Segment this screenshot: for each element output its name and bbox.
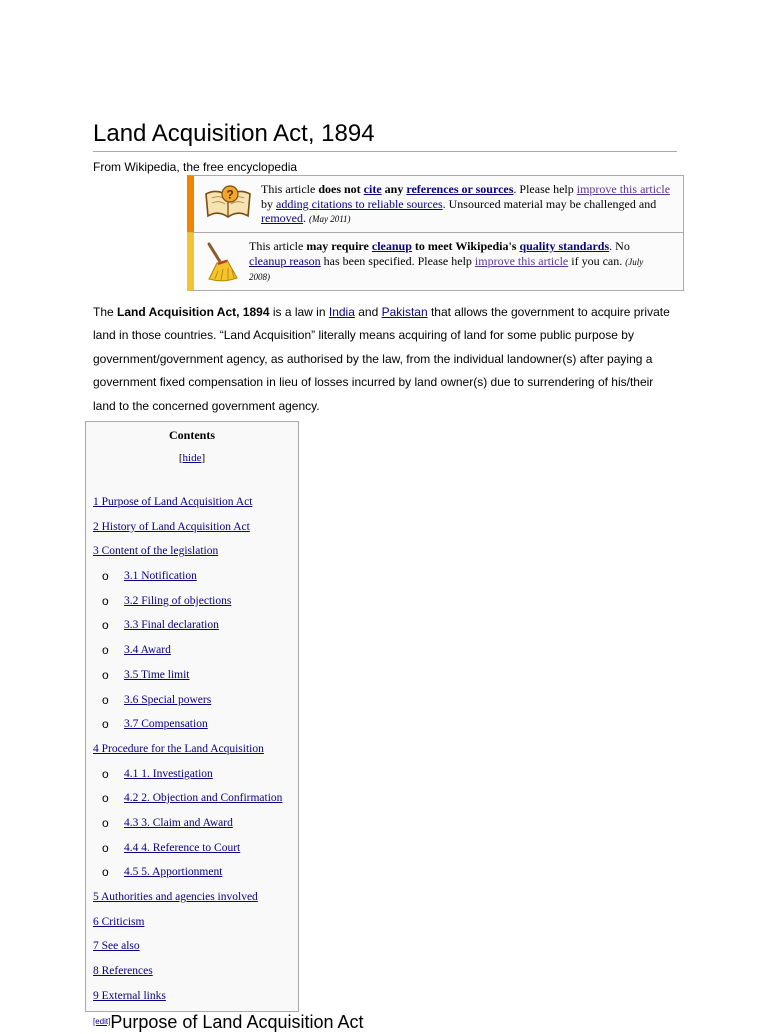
toc-link[interactable]: 3.4 Award	[124, 644, 171, 657]
section-heading	[93, 1010, 364, 1034]
toc-bullet: o	[102, 717, 109, 732]
toc-bullet: o	[102, 840, 109, 855]
toc-link[interactable]: 3.7 Compensation	[124, 718, 208, 731]
toc-subitem	[93, 836, 282, 861]
toc-link[interactable]: 4.3 3. Claim and Award	[124, 816, 233, 829]
cleanup-reason-link[interactable]: cleanup reason	[249, 253, 321, 268]
toc-hide-link[interactable]: hide	[182, 452, 202, 464]
toc-link[interactable]: 8 References	[93, 965, 153, 978]
toc-subitem	[93, 688, 282, 713]
toc-link[interactable]: 6 Criticism	[93, 915, 145, 928]
toc-item	[93, 885, 282, 910]
toc-list	[93, 490, 282, 1008]
broom-icon	[203, 241, 239, 287]
toc-link[interactable]: 2 History of Land Acquisition Act	[93, 520, 250, 533]
page-title: Land Acquisition Act, 1894	[93, 118, 677, 152]
toc-item	[93, 959, 282, 984]
toc-bullet: o	[102, 667, 109, 682]
toc-link[interactable]: 4.4 4. Reference to Court	[124, 841, 241, 854]
toc-subitem	[93, 786, 282, 811]
improve-article-link[interactable]: improve this article	[576, 182, 671, 196]
toc-link[interactable]: 3.3 Final declaration	[124, 619, 219, 632]
toc-link[interactable]: 4.1 1. Investigation	[124, 767, 213, 780]
table-of-contents	[85, 421, 299, 1012]
toc-link[interactable]: 3 Content of the legislation	[93, 545, 219, 558]
toc-subitem	[93, 638, 282, 663]
toc-link[interactable]: 3.2 Filing of objections	[124, 594, 232, 607]
lead-paragraph: The Land Acquisition Act, 1894 is a law in India and Pakistan that allows the government to acquire private land in those countries. “Land Acquisition” literally means acquiring of land for some public purpose by government/government agency, as authorised by the law, from the individual landowner(s) after paying a government fixed compensation in lieu of losses incurred by land owner(s) due to surrendering of his/their land to the concerned government agency.	[93, 305, 670, 413]
toc-bullet: o	[102, 692, 109, 707]
toc-link[interactable]: 4 Procedure for the Land Acquisition	[93, 742, 264, 755]
notice-cleanup	[187, 232, 684, 291]
edit-section-link[interactable]: [edit]	[93, 1017, 111, 1026]
notice-date: (July 2008)	[249, 256, 644, 282]
cleanup-link[interactable]: cleanup	[371, 239, 412, 253]
toc-item	[93, 539, 282, 564]
toc-link[interactable]: 4.5 5. Apportionment	[124, 866, 223, 879]
adding-citations-link[interactable]: adding citations to reliable sources	[276, 196, 443, 211]
toc-subitem	[93, 762, 282, 787]
toc-subitem	[93, 663, 282, 688]
toc-bullet: o	[102, 643, 109, 658]
removed-link[interactable]: removed	[261, 211, 303, 225]
toc-subitem	[93, 589, 282, 614]
toc-item	[93, 737, 282, 762]
toc-link[interactable]: 3.5 Time limit	[124, 668, 190, 681]
toc-link[interactable]: 9 External links	[93, 989, 166, 1002]
india-link[interactable]: India	[328, 305, 355, 319]
toc-subitem	[93, 564, 282, 589]
toc-link[interactable]: 3.1 Notification	[124, 570, 197, 583]
toc-item	[93, 515, 282, 540]
toc-subitem	[93, 860, 282, 885]
toc-bullet: o	[102, 593, 109, 608]
toc-bullet: o	[102, 865, 109, 880]
notice-cleanup-text: This article may require cleanup to meet Wikipedia's quality standards. No cleanup reason has been specified. Please help improve this article if you can. (July 2008)	[249, 239, 644, 282]
toc-item	[93, 490, 282, 515]
toc-subitem	[93, 613, 282, 638]
notice-unsourced	[187, 175, 684, 233]
toc-bullet: o	[102, 815, 109, 830]
toc-item	[93, 910, 282, 935]
pakistan-link[interactable]: Pakistan	[381, 305, 428, 319]
toc-title: Contents	[168, 428, 215, 442]
toc-link[interactable]: 5 Authorities and agencies involved	[93, 891, 258, 903]
tagline: From Wikipedia, the free encyclopedia	[93, 160, 298, 174]
toc-item	[93, 984, 282, 1009]
notice-unsourced-text: This article does not cite any references or sources. Please help improve this article by adding citations to reliable sources. Unsourced material may be challenged and removed. (May 2011)	[261, 182, 671, 225]
svg-text:?: ?	[226, 187, 234, 202]
toc-bullet: o	[102, 791, 109, 806]
toc-link[interactable]: 1 Purpose of Land Acquisition Act	[93, 496, 253, 508]
toc-link[interactable]: 4.2 2. Objection and Confirmation	[124, 792, 283, 805]
notice-date: (May 2011)	[308, 214, 351, 224]
book-question-icon	[203, 184, 253, 226]
toc-link[interactable]: 7 See also	[93, 940, 140, 953]
references-sources-link[interactable]: references or sources	[406, 182, 514, 196]
toc-bullet: o	[102, 618, 109, 633]
toc-hide-toggle: [hide]	[178, 452, 206, 464]
cite-link[interactable]: cite	[363, 182, 382, 196]
toc-bullet: o	[102, 766, 109, 781]
toc-link[interactable]: 3.6 Special powers	[124, 693, 212, 706]
section-heading-text: Purpose of Land Acquisition Act	[110, 1012, 364, 1032]
toc-subitem	[93, 712, 282, 737]
toc-subitem	[93, 811, 282, 836]
improve-article-link-2[interactable]: improve this article	[474, 253, 569, 268]
quality-standards-link[interactable]: quality standards	[519, 239, 610, 253]
toc-bullet: o	[102, 569, 109, 584]
toc-item	[93, 934, 282, 959]
